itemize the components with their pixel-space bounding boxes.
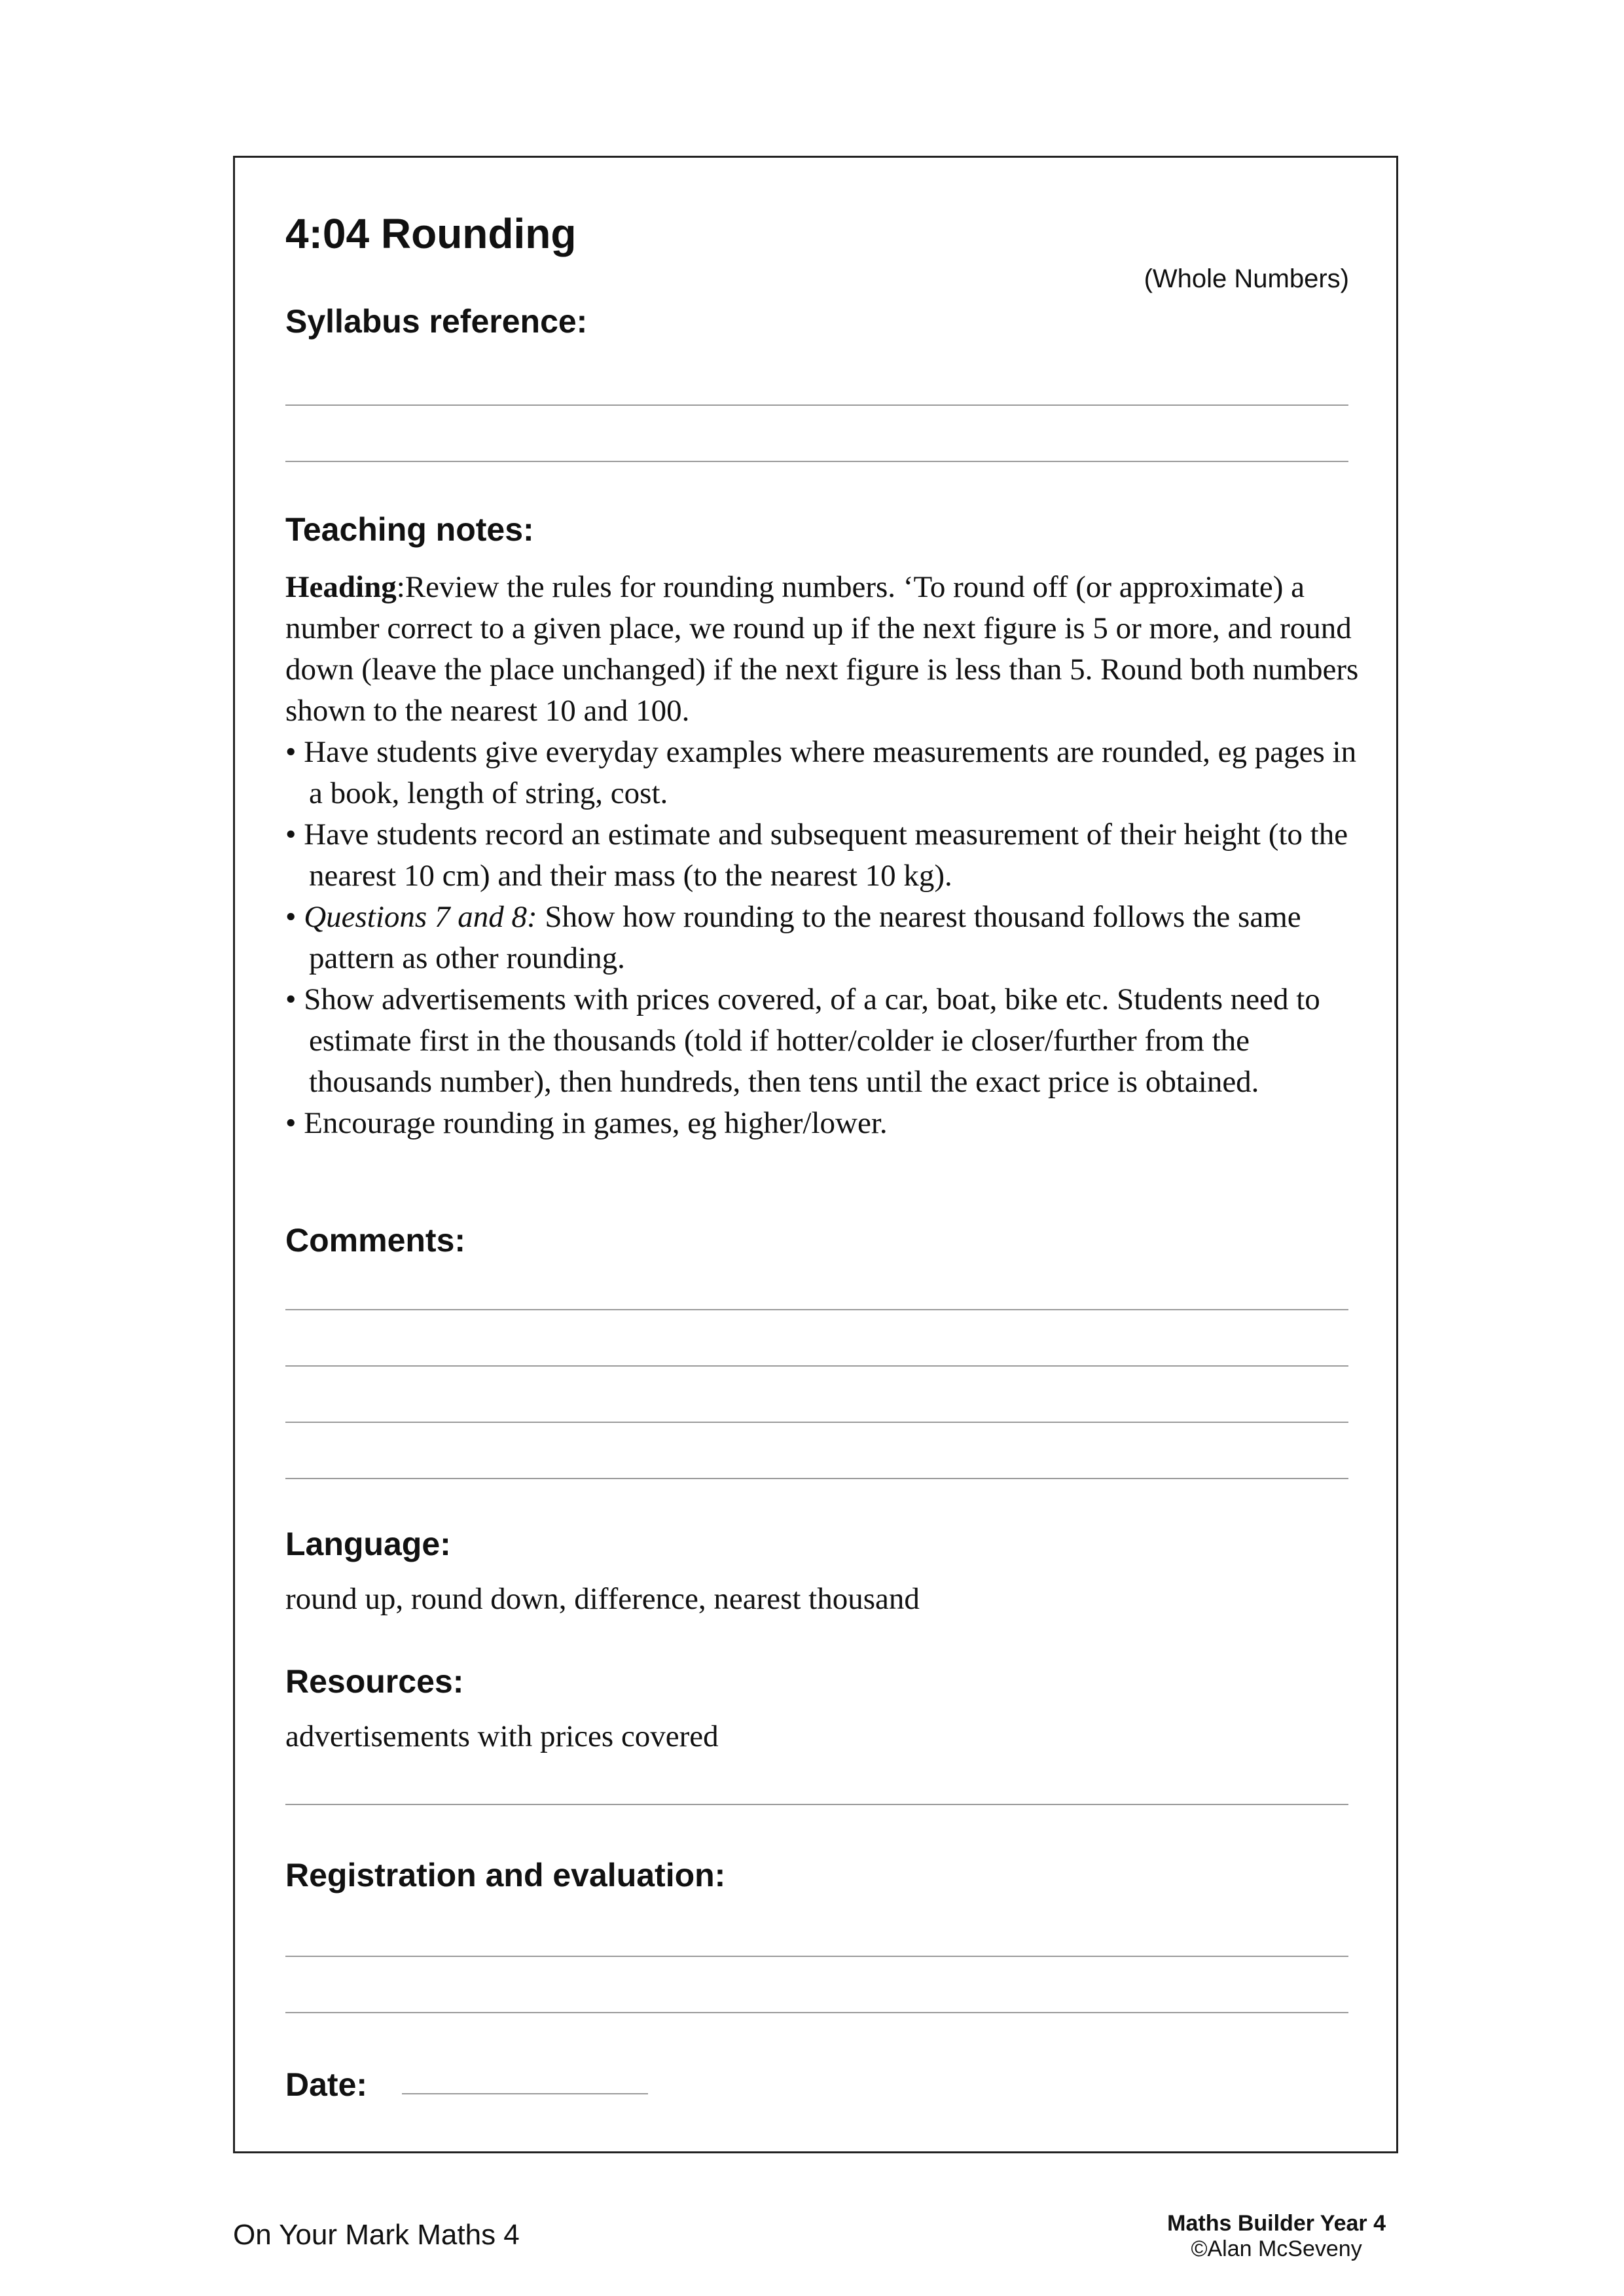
date-label: Date: — [285, 2066, 368, 2103]
resources-line — [285, 1804, 1348, 1805]
teaching-notes-heading: Teaching notes: — [285, 511, 534, 548]
registration-heading: Registration and evaluation: — [285, 1857, 726, 1893]
bullet-text: Encourage rounding in games, eg higher/lower. — [304, 1106, 888, 1140]
comments-line-1 — [285, 1309, 1348, 1310]
bullet-italic: Questions 7 and 8: — [304, 900, 537, 934]
registration-line-1 — [285, 1956, 1348, 1957]
comments-line-3 — [285, 1422, 1348, 1423]
syllabus-line-2 — [285, 461, 1348, 462]
footer-book-title: Maths Builder Year 4 — [1167, 2211, 1386, 2236]
teaching-notes-body — [285, 567, 1359, 1144]
page-frame — [233, 156, 1398, 2153]
footer-series: On Your Mark Maths 4 — [233, 2219, 520, 2251]
bullet-item: • Show advertisements with prices covered, of a car, boat, bike etc. Students need to estimate first in the thousands (told if hotter/colder ie closer/further from the thousands number), then hundreds, then tens until the exact price is obtained. — [285, 982, 1320, 1099]
resources-heading: Resources: — [285, 1663, 464, 1700]
page-title: 4:04 Rounding — [285, 210, 577, 257]
language-text: round up, round down, difference, nearest thousand — [285, 1582, 920, 1616]
bullet-item: • Have students give everyday examples where measurements are rounded, eg pages in a book, length of string, cost. — [285, 735, 1357, 810]
date-line — [402, 2093, 648, 2094]
footer-credit — [1167, 2211, 1386, 2262]
bullet-text: Show advertisements with prices covered, of a car, boat, bike etc. Students need to estimate first in the thousands (told if hotter/colder ie closer/further from the thousands number), then hundreds, then tens until the exact price is obtained. — [304, 982, 1320, 1099]
bullet-text: Show how rounding to the nearest thousand follows the same pattern as other rounding. — [309, 900, 1301, 975]
comments-heading: Comments: — [285, 1222, 466, 1259]
teaching-notes-lead — [285, 567, 1359, 732]
resources-text: advertisements with prices covered — [285, 1719, 719, 1753]
syllabus-line-1 — [285, 404, 1348, 406]
language-heading: Language: — [285, 1526, 451, 1562]
bullet-text: Have students give everyday examples where measurements are rounded, eg pages in a book, length of string, cost. — [304, 735, 1357, 810]
bullet-item: • Questions 7 and 8: Show how rounding to the nearest thousand follows the same pattern as other rounding. — [285, 900, 1301, 975]
lead-bold: Heading — [285, 570, 397, 604]
topic-subtitle: (Whole Numbers) — [1144, 264, 1349, 293]
comments-line-4 — [285, 1478, 1348, 1479]
bullet-text: Have students record an estimate and subsequent measurement of their height (to the nearest 10 cm) and their mass (to the nearest 10 kg). — [304, 817, 1348, 893]
syllabus-heading: Syllabus reference: — [285, 303, 588, 340]
bullet-item: • Encourage rounding in games, eg higher/lower. — [285, 1106, 888, 1140]
lead-text: :Review the rules for rounding numbers. ‘To round off (or approximate) a number correct to a given place, we round up if the next figure is 5 or more, and round down (leave the place unchanged) if the next figure is less than 5. Round both numbers shown to the nearest 10 and 100. — [285, 570, 1359, 728]
footer-copyright: ©Alan McSeveny — [1191, 2236, 1362, 2261]
registration-line-2 — [285, 2012, 1348, 2013]
bullet-item: • Have students record an estimate and subsequent measurement of their height (to the nearest 10 cm) and their mass (to the nearest 10 kg). — [285, 817, 1348, 893]
comments-line-2 — [285, 1365, 1348, 1367]
